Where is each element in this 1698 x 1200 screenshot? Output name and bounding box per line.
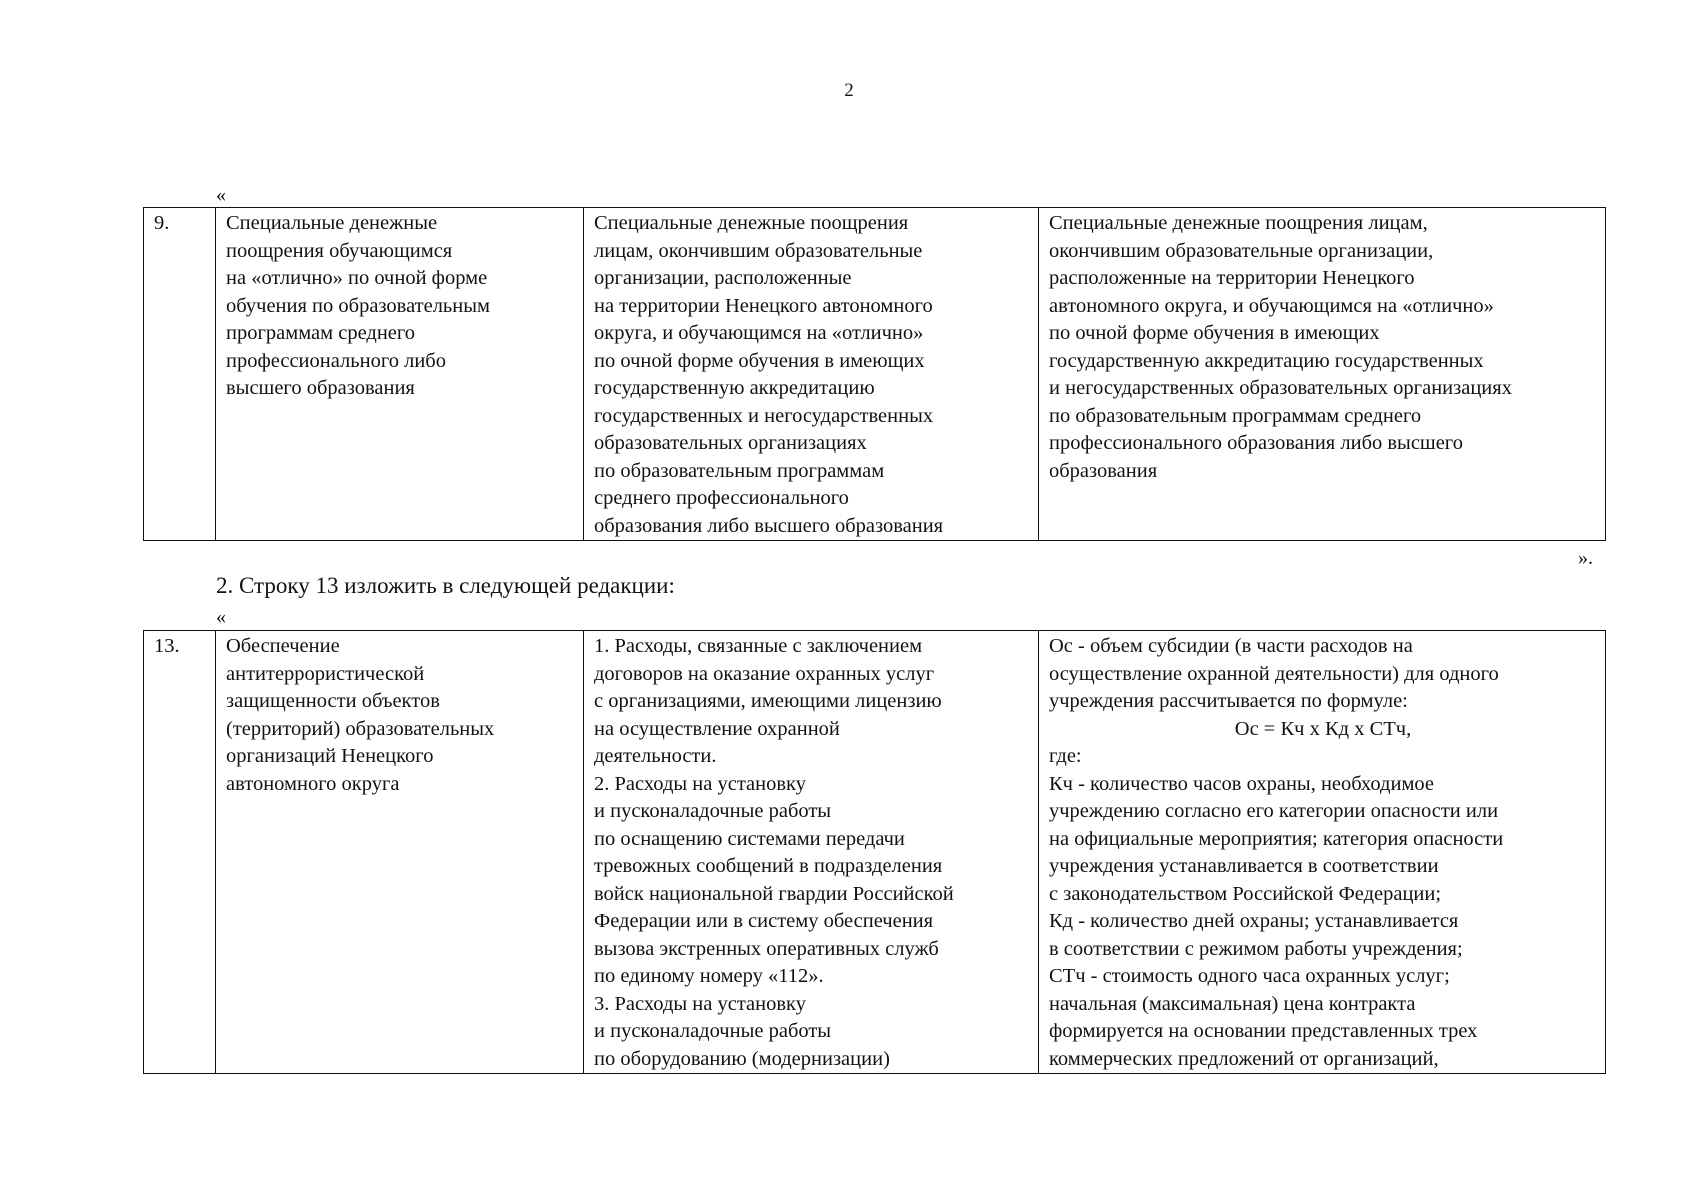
page-number: 2	[844, 80, 854, 101]
closing-quote-row9: ».	[1578, 547, 1593, 569]
row-number: 9.	[154, 212, 170, 234]
row-expenses-cell	[584, 208, 1039, 541]
row-number: 13.	[154, 635, 180, 657]
calculation-definitions: где: Кч - количество часов охраны, необходимое учреждению согласно его категории опасности или на официальные мероприятия; категория опасности учреждения устанавливается в соответствии с законодательством Российской Федерации; Кд - количество дней охраны; устанавливается в соответствии с режимом работы учреждения; СТч - стоимость одного часа охранных услуг; начальная (максимальная) цена контракта формируется на основании представленных трех коммерческих предложений от организаций,	[1049, 745, 1504, 1070]
row-name: Обеспечение антитеррористической защищенности объектов (территорий) образовательных организаций Ненецкого автономного округа	[226, 635, 495, 795]
instruction-paragraph: 2. Строку 13 изложить в следующей редакции:	[216, 573, 675, 598]
calculation-intro: Ос - объем субсидии (в части расходов на осуществление охранной деятельности) для одного учреждения рассчитывается по формуле:	[1049, 635, 1499, 712]
row-name-cell	[216, 208, 584, 541]
row-name-cell	[216, 631, 584, 1074]
row-calculation-cell	[1039, 208, 1606, 541]
row-calculation-cell	[1039, 631, 1606, 1074]
row-number-cell	[144, 208, 216, 541]
row-number-cell	[144, 631, 216, 1074]
table-row	[144, 208, 1606, 541]
row-calculation: Специальные денежные поощрения лицам, окончившим образовательные организации, расположенные на территории Ненецкого автономного округа, и обучающимся на «отлично» по очной форме обучения в имеющих государственную аккредитацию государственных и негосударственных образовательных организациях по образовательным программам среднего профессионального образования либо высшего образования	[1049, 212, 1512, 482]
row-expenses-cell	[584, 631, 1039, 1074]
opening-quote-row13: «	[216, 606, 226, 628]
row-name: Специальные денежные поощрения обучающимся на «отлично» по очной форме обучения по образовательным программам среднего профессионального либо высшего образования	[226, 212, 490, 399]
row-expenses: Специальные денежные поощрения лицам, окончившим образовательные организации, расположенные на территории Ненецкого автономного округа, и обучающимся на «отлично» по очной форме обучения в имеющих государственную аккредитацию государственных и негосударственных образовательных организациях по образовательным программам среднего профессионального образования либо высшего образования	[594, 212, 944, 537]
opening-quote-row9: «	[216, 184, 226, 206]
table-row-13	[143, 630, 1606, 1074]
calculation-formula: Ос = Кч х Кд х СТч,	[1234, 717, 1412, 740]
table-row-9	[143, 207, 1606, 541]
row-expenses: 1. Расходы, связанные с заключением договоров на оказание охранных услуг с организациями, имеющими лицензию на осуществление охранной деятельности. 2. Расходы на установку и пусконаладочные работы по оснащению системами передачи тревожных сообщений в подразделения войск национальной гвардии Российской Федерации или в систему обеспечения вызова экстренных оперативных служб по единому номеру «112». 3. Расходы на установку и пусконаладочные работы по оборудованию (модернизации)	[594, 635, 954, 1070]
table-row	[144, 631, 1606, 1074]
